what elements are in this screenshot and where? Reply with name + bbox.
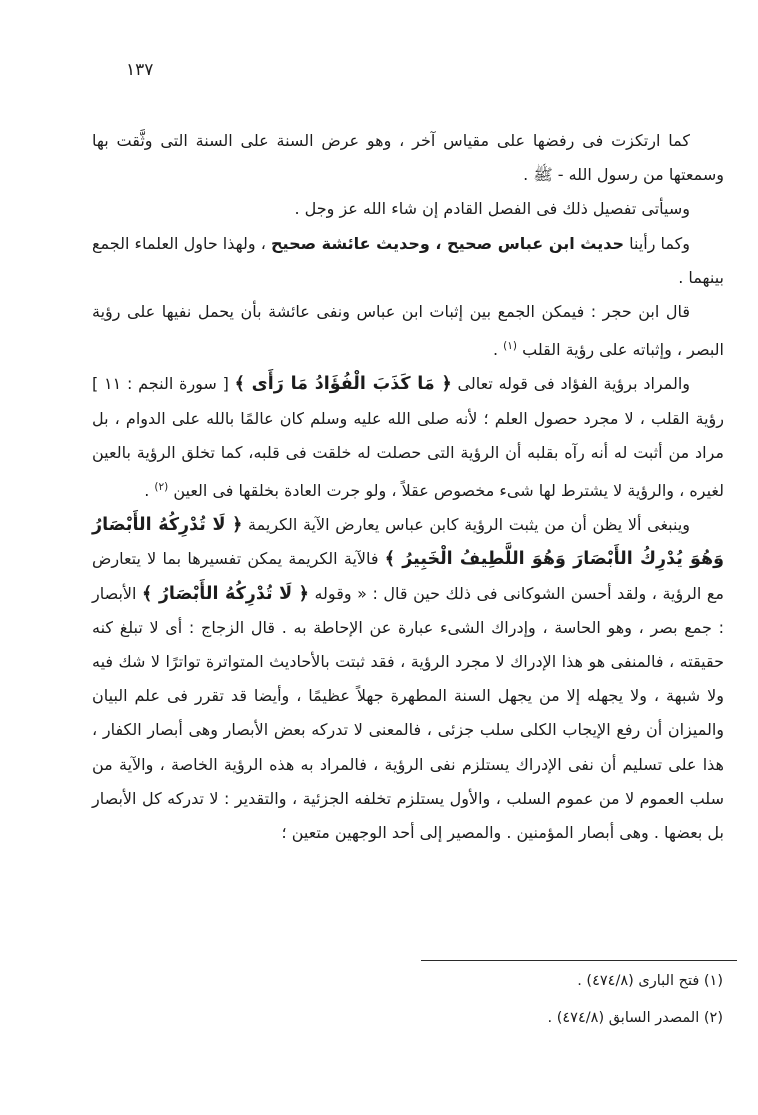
text-run: حديث ابن عباس صحيح ، وحديث عائشة صحيح xyxy=(271,233,625,253)
text-run: والمراد برؤية الفؤاد فى قوله تعالى xyxy=(451,374,691,394)
paragraph xyxy=(92,367,724,508)
footnote-separator xyxy=(421,960,737,961)
page-number: ١٣٧ xyxy=(126,60,154,80)
text-run: قال ابن حجر : فيمكن الجمع بين إثبات ابن عباس ونفى عائشة بأن يحمل نفيها على رؤية البصر ، وإثباته على رؤية القلب xyxy=(92,302,724,360)
text-run: فالآية الكريمة يمكن تفسيرها بما لا يتعارض مع الرؤية ، ولقد أحسن الشوكانى فى ذلك حين قال : « وقوله xyxy=(92,549,724,603)
text-run: وكما رأينا xyxy=(624,233,691,253)
text-run: . xyxy=(144,481,155,501)
text-run: وسيأتى تفصيل ذلك فى الفصل القادم إن شاء الله عز وجل . xyxy=(294,199,690,219)
quran-verse: ﴿ لَا تُدْرِكُهُ الأَبْصَارُ ﴾ xyxy=(142,583,309,604)
text-run: [ سورة النجم : ١١ ] رؤية القلب ، لا مجرد حصول العلم ؛ لأنه صلى الله عليه وسلم كان عالمًا بالله على الدوام ، بل مراد من أثبت له أنه رآه بقلبه أن الرؤية التى حصلت له خلقت فى قلبه، كما تخلق الرؤية بالعين لغيره ، والرؤية لا يشترط لها شىء مخصوص عقلاً ، ولو جرت العادة بخلقها فى العين xyxy=(92,374,724,501)
paragraph xyxy=(92,124,724,192)
footnote: (٢) المصدر السابق (٤٧٤/٨) . xyxy=(547,1010,723,1026)
text-run: الأبصار : جمع بصر ، وهو الحاسة ، وإدراك الشىء عبارة عن الإحاطة به . قال الزجاج : أى لا تبلغ كنه حقيقته ، فالمنفى هو هذا الإدراك لا مجرد الرؤية ، فقد ثبتت بالأحاديث المتواترة تواترًا لا شك فيه ولا شبهة ، ولا يجهله إلا من يجهل السنة المطهرة جهلاً عظيمًا ، وأيضا قد تقرر فى علم البيان والميزان أن رفع الإيجاب الكلى سلب جزئى ، فالمعنى لا تدركه بعض الأبصار وهى أبصار الكفار ، هذا على تسليم أن نفى الإدراك يستلزم نفى الرؤية ، فالمراد به هذه الرؤية الخاصة ، والآية من سلب العموم لا من عموم السلب ، والأول يستلزم تخلفه الجزئية ، والتقدير : لا تدركه كل الأبصار بل بعضها . وهى أبصار المؤمنين . والمصير إلى أحد الوجهين متعين ؛ xyxy=(92,583,724,843)
text-run: . xyxy=(492,340,504,360)
footnote-reference: (٢) xyxy=(154,481,169,494)
paragraph xyxy=(92,227,724,295)
footnote: (١) فتح البارى (٤٧٤/٨) . xyxy=(577,973,723,989)
paragraph xyxy=(92,192,724,226)
text-run: كما ارتكزت فى رفضها على مقياس آخر ، وهو عرض السنة على السنة التى وثَّقت بها وسمعتها من رسول الله - ﷺ . xyxy=(92,131,724,185)
paragraph xyxy=(92,295,724,367)
footnotes-section xyxy=(421,960,737,1045)
page-body xyxy=(92,124,724,850)
paragraph xyxy=(92,508,724,850)
text-run: وينبغى ألا يظن أن من يثبت الرؤية كابن عباس يعارض الآية الكريمة xyxy=(242,515,690,535)
quran-verse: ﴿ لَا تُدْرِكُهُ الأَبْصَارُ وَهُوَ يُدْرِكُ الأَبْصَارَ وَهُوَ اللَّطِيفُ الْخَبِيرُ ﴾ xyxy=(92,515,724,570)
body-paragraphs xyxy=(92,124,724,850)
footnote-reference: (١) xyxy=(503,340,518,353)
quran-verse: ﴿ مَا كَذَبَ الْفُؤَادُ مَا رَأَى ﴾ xyxy=(234,374,452,395)
footnote-list xyxy=(421,971,737,1029)
text-run: ، ولهذا حاول العلماء الجمع بينهما . xyxy=(92,233,724,287)
